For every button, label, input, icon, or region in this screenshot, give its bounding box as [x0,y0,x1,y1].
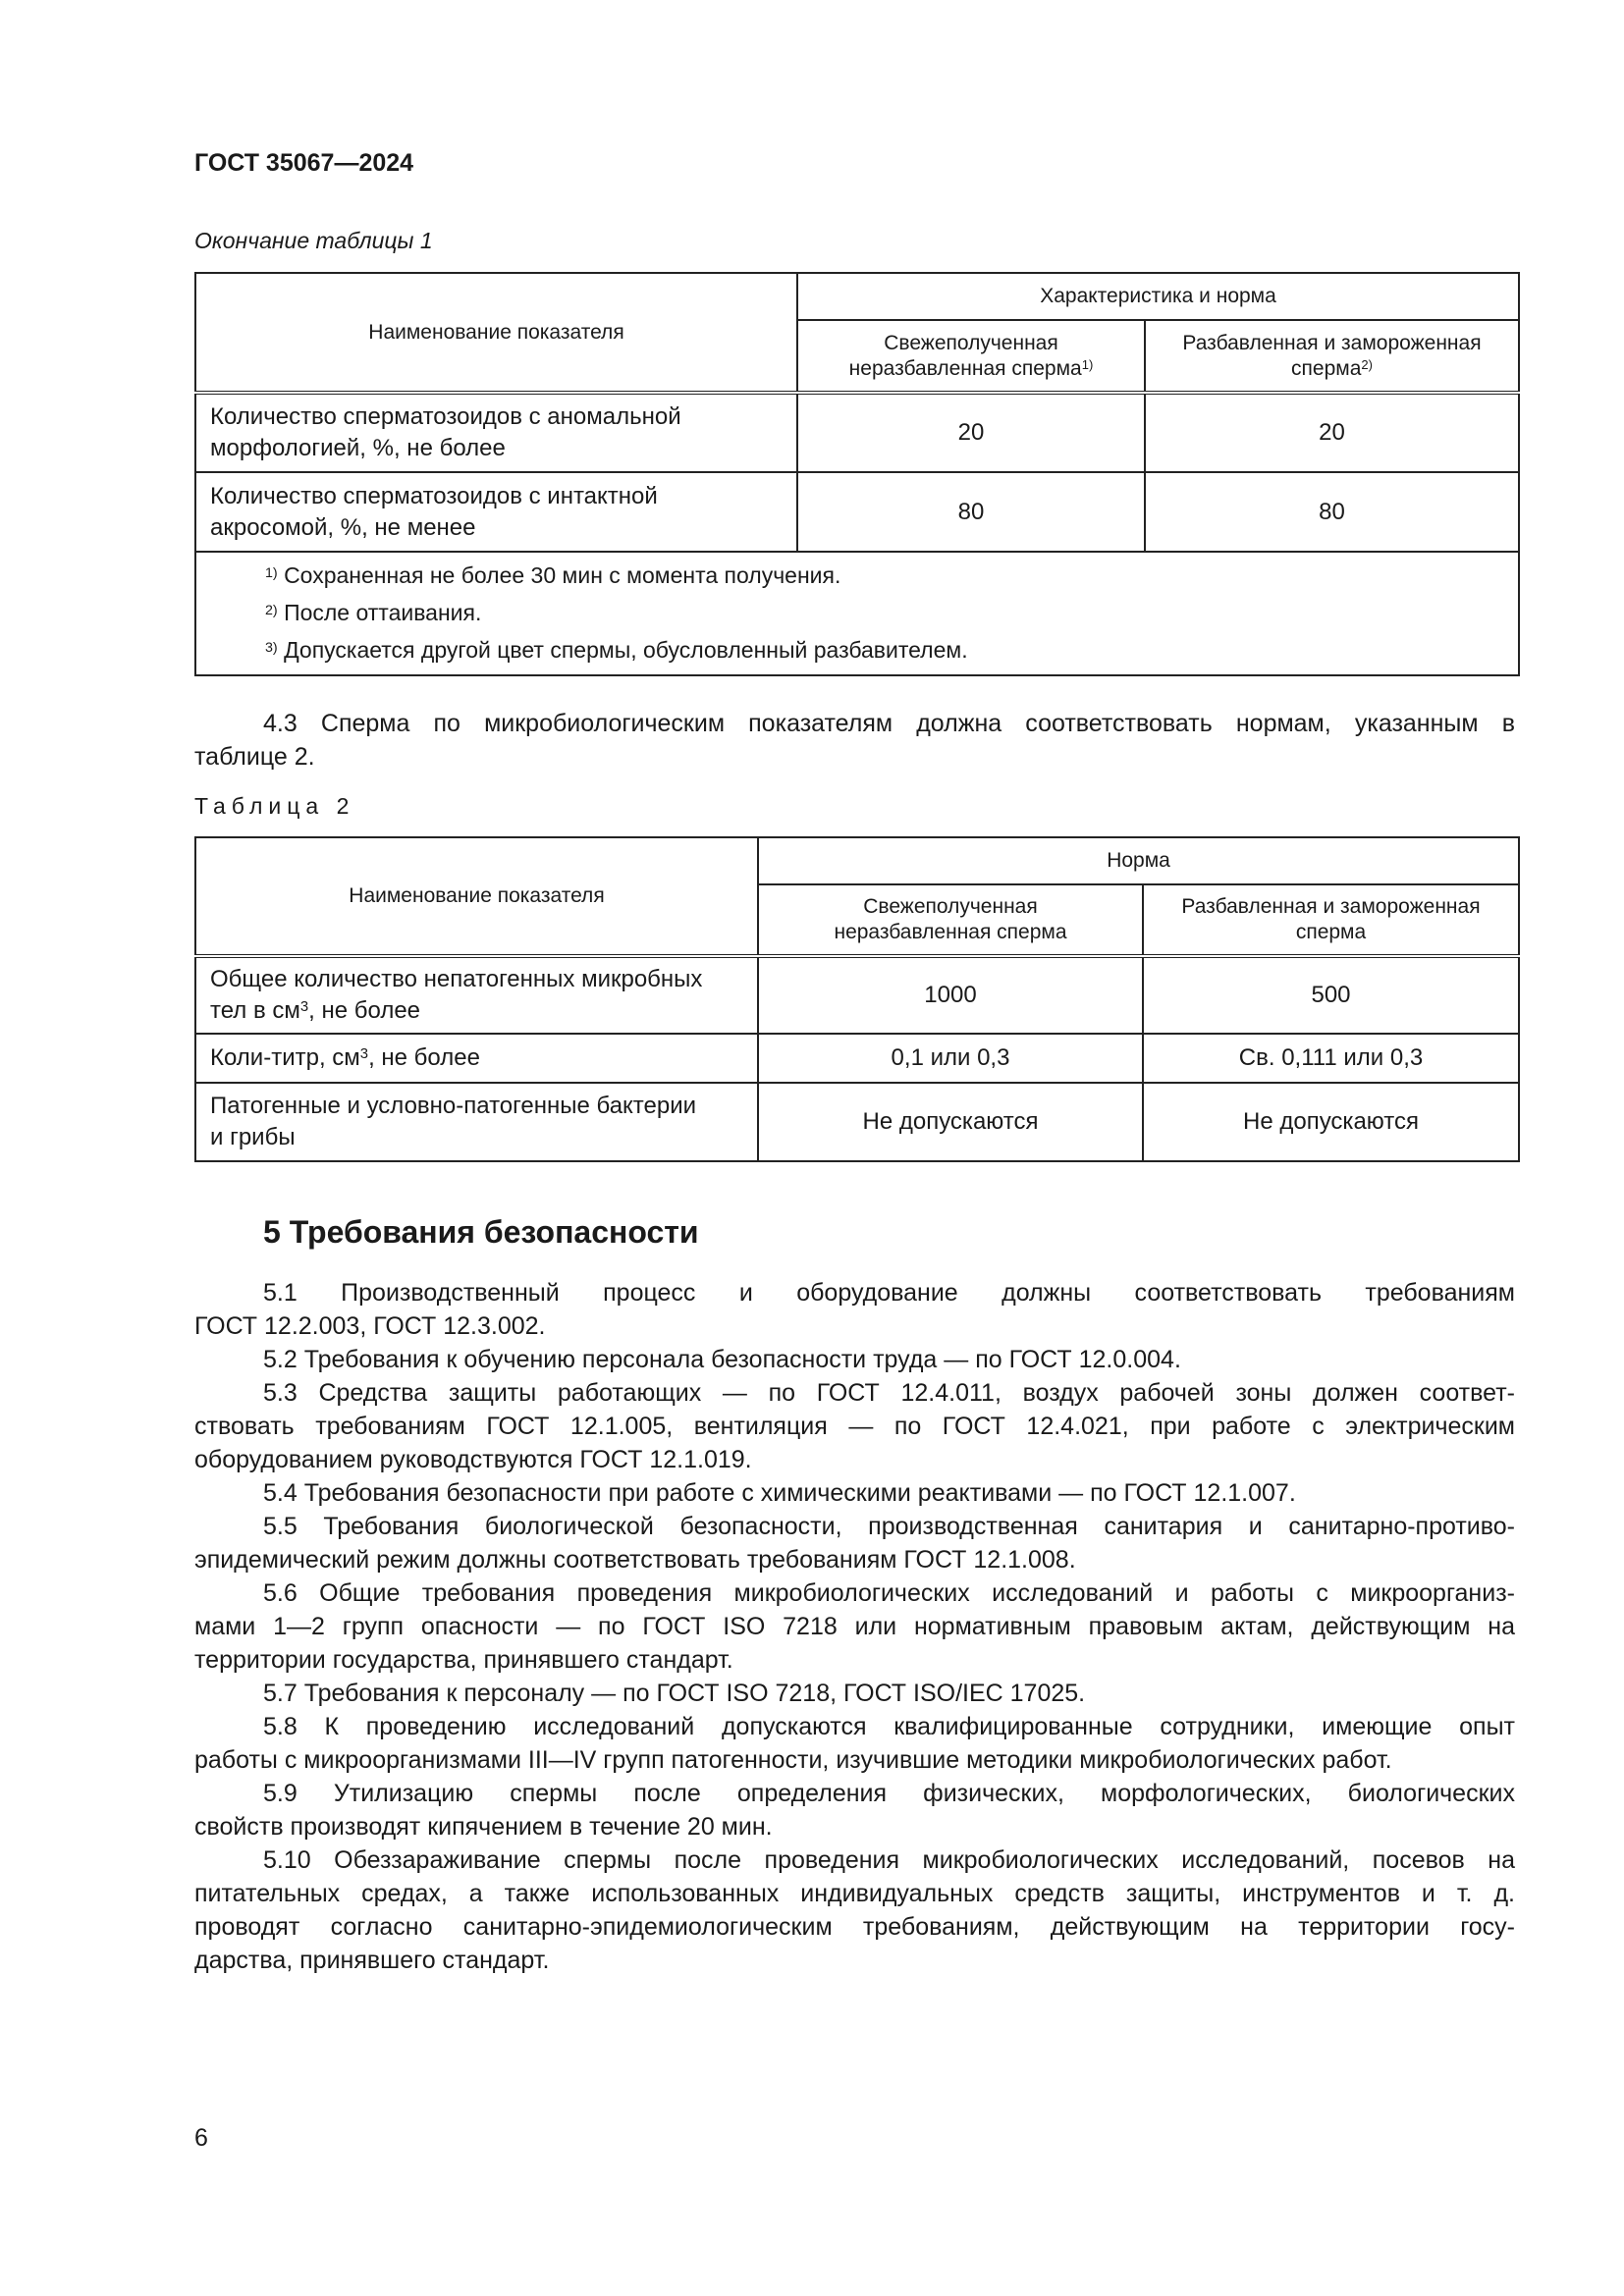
table-row [195,393,1519,472]
table1-header-fresh-line1: Свежеполученная [884,331,1058,354]
paragraph-5-6: 5.6 Общие требования проведения микробиологических исследований и работы с микроорганиз- мами 1—2 групп опасности — по ГОСТ ISO 7218 или нормативным правовым актам, действующим на территории государства, принявшего стандарт. [194,1579,1515,1674]
table2-header-fresh-line2: неразбавленная сперма [834,921,1067,943]
table1-header-group: Характеристика и норма [797,273,1519,320]
paragraph-5-3: 5.3 Средства защиты работающих — по ГОСТ 12.4.011, воздух рабочей зоны должен соответ- ствовать требованиям ГОСТ 12.1.005, вентиляция — по ГОСТ 12.4.021, при работе с электрическим оборудованием руководствуются ГОСТ 12.1.019. [194,1379,1515,1473]
paragraph-4-3: 4.3 Сперма по микробиологическим показателям должна соответствовать нормам, указанным в таблице 2. [194,710,1515,771]
table1-row1-name [195,393,797,472]
table-row [195,472,1519,552]
table1-row2-name-line1: Количество сперматозоидов с интактной [210,482,658,509]
paragraph-5-7: 5.7 Требования к персоналу — по ГОСТ ISO 7218, ГОСТ ISO/IEC 17025. [263,1680,1086,1707]
table1-row2-fresh: 80 [797,472,1145,552]
table1-row1-name-line2: морфологией, %, не более [210,435,506,461]
paragraph-5-9: 5.9 Утилизацию спермы после определения физических, морфологических, биологических свойств производят кипячением в течение 20 мин. [194,1780,1515,1841]
paragraph-5-8: 5.8 К проведению исследований допускаются квалифицированные сотрудники, имеющие опыт работы с микроорганизмами III—IV групп патогенности, изучившие методики микробиологических работ. [194,1713,1515,1774]
table1-footnotes [195,552,1519,675]
table1-header-fresh [797,320,1145,393]
table2-header-diluted [1143,884,1519,956]
table1-header-diluted [1145,320,1519,393]
table2-header-diluted-line1: Разбавленная и замороженная [1181,895,1481,918]
paragraph-5-5: 5.5 Требования биологической безопасности, производственная санитария и санитарно-противо- эпидемический режим должны соответствовать требованиям ГОСТ 12.1.008. [194,1513,1515,1574]
table1 [194,272,1520,676]
table1-header-diluted-line2: сперма [1291,356,1362,380]
table-row [195,1034,1519,1083]
table2-header-fresh-line1: Свежеполученная [863,895,1038,918]
table1-header-diluted-line1: Разбавленная и замороженная [1182,331,1482,354]
document-header: ГОСТ 35067—2024 [194,149,414,177]
table2-row2-fresh: 0,1 или 0,3 [758,1034,1143,1083]
table2-row3-diluted: Не допускаются [1143,1083,1519,1161]
table2-caption: Таблица 2 [194,793,355,819]
table1-caption: Окончание таблицы 1 [194,228,433,253]
footnote-1: $^{1)}$ Сохраненная не более 30 мин с момента получения. [265,562,841,588]
paragraph-5-2: 5.2 Требования к обучению персонала безопасности труда — по ГОСТ 12.0.004. [263,1346,1181,1373]
table1-row2-name [195,472,797,552]
section-5-title: 5 Требования безопасности [263,1214,699,1250]
footnote-ref: 2) [1361,356,1373,372]
table-row [195,956,1519,1034]
paragraph-5-1: 5.1 Производственный процесс и оборудование должны соответствовать требованиям ГОСТ 12.2.003, ГОСТ 12.3.002. [194,1279,1515,1340]
table2-row3-name: Патогенные и условно-патогенные бактерии и грибы [195,1083,758,1161]
table2-row3-fresh: Не допускаются [758,1083,1143,1161]
table2-row1-diluted: 500 [1143,956,1519,1034]
table2-row2-name: Коли-титр, $см^3$, не более [195,1034,758,1083]
table1-row1-name-line1: Количество сперматозоидов с аномальной [210,403,681,430]
table1-row1-diluted: 20 [1145,393,1519,472]
table2-row2-diluted: Св. 0,111 или 0,3 [1143,1034,1519,1083]
table2-header-diluted-line2: сперма [1295,921,1367,943]
footnote-ref: 1) [1081,356,1094,372]
page-number: 6 [194,2124,208,2152]
table2-header-name: Наименование показателя [195,837,758,956]
footnote-2: $^{2)}$ После оттаивания. [265,600,482,625]
paragraph-5-10: 5.10 Обеззараживание спермы после проведения микробиологических исследований, посевов на питательных средах, а также использованных индивидуальных средств защиты, инструментов и т. д. проводят согласно санитарно-эпидемиологическим требованиям, действующим на территории госу- дарства, принявшего стандарт. [194,1846,1515,1974]
footnote-3: $^{3)}$ Допускается другой цвет спермы, обусловленный разбавителем. [265,637,968,663]
table2 [194,836,1520,1162]
table2-header-group: Норма [758,837,1519,884]
table1-header-name: Наименование показателя [195,273,797,393]
table2-row1-name: Общее количество непатогенных микробных тел в $см^3$, не более [195,956,758,1034]
table1-row1-fresh: 20 [797,393,1145,472]
table1-row2-name-line2: акросомой, %, не менее [210,513,476,541]
table2-header-fresh [758,884,1143,956]
table2-row1-fresh: 1000 [758,956,1143,1034]
table1-row2-diluted: 80 [1145,472,1519,552]
table1-header-fresh-line2: неразбавленная сперма [848,356,1082,380]
table-row [195,1083,1519,1161]
paragraph-5-4: 5.4 Требования безопасности при работе с химическими реактивами — по ГОСТ 12.1.007. [263,1479,1296,1507]
